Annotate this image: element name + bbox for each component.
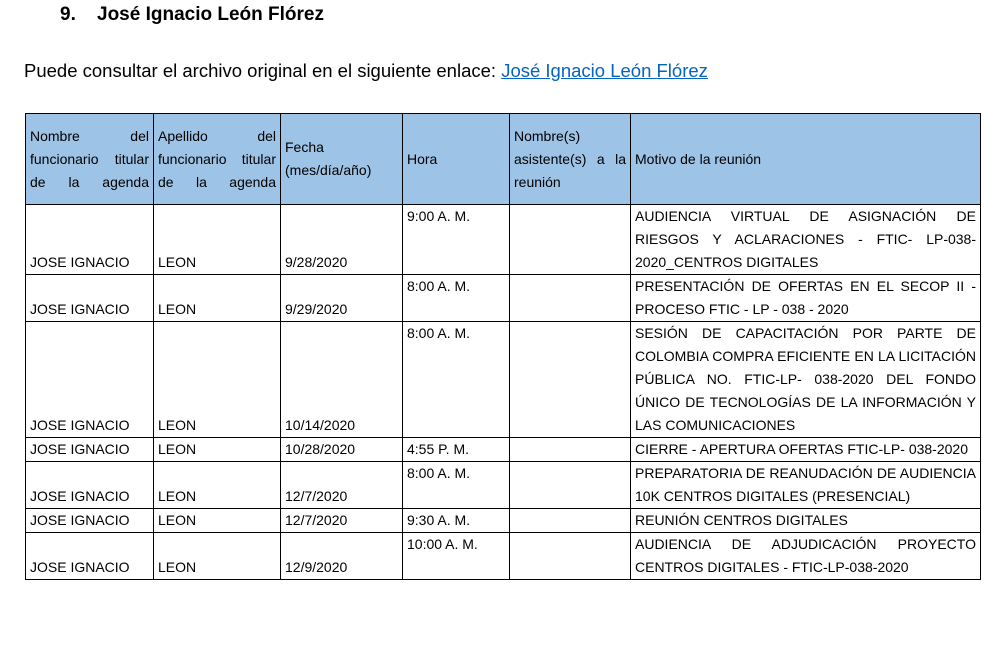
cell-fecha: 12/7/2020 — [281, 462, 403, 509]
cell-fecha: 10/28/2020 — [281, 438, 403, 462]
cell-motivo: REUNIÓN CENTROS DIGITALES — [631, 509, 981, 533]
header-motivo: Motivo de la reunión — [631, 114, 981, 205]
cell-asistentes — [510, 205, 631, 275]
header-fecha: Fecha (mes/día/año) — [281, 114, 403, 205]
cell-hora: 4:55 P. M. — [403, 438, 510, 462]
cell-nombre: JOSE IGNACIO — [26, 462, 154, 509]
table-row — [26, 275, 981, 322]
cell-apellido: LEON — [154, 533, 281, 580]
cell-motivo: PREPARATORIA DE REANUDACIÓN DE AUDIENCIA 10K CENTROS DIGITALES (PRESENCIAL) — [631, 462, 981, 509]
section-number: 9. — [60, 4, 76, 25]
cell-motivo: AUDIENCIA DE ADJUDICACIÓN PROYECTO CENTROS DIGITALES - FTIC-LP-038-2020 — [631, 533, 981, 580]
original-file-link[interactable]: José Ignacio León Flórez — [501, 60, 708, 81]
cell-apellido: LEON — [154, 275, 281, 322]
cell-hora: 8:00 A. M. — [403, 275, 510, 322]
intro-text: Puede consultar el archivo original en el siguiente enlace: — [24, 60, 502, 81]
cell-hora: 8:00 A. M. — [403, 322, 510, 438]
header-apellido: Apellido del funcionario titular de la agenda — [154, 114, 281, 205]
cell-nombre: JOSE IGNACIO — [26, 205, 154, 275]
cell-apellido: LEON — [154, 462, 281, 509]
cell-fecha: 10/14/2020 — [281, 322, 403, 438]
section-title: José Ignacio León Flórez — [97, 4, 324, 25]
cell-nombre: JOSE IGNACIO — [26, 275, 154, 322]
header-hora: Hora — [403, 114, 510, 205]
cell-asistentes — [510, 438, 631, 462]
cell-fecha: 12/7/2020 — [281, 509, 403, 533]
cell-hora: 8:00 A. M. — [403, 462, 510, 509]
table-header-row — [26, 114, 981, 205]
intro-paragraph — [24, 60, 708, 82]
cell-hora: 10:00 A. M. — [403, 533, 510, 580]
cell-nombre: JOSE IGNACIO — [26, 509, 154, 533]
table-row — [26, 205, 981, 275]
cell-apellido: LEON — [154, 438, 281, 462]
cell-apellido: LEON — [154, 322, 281, 438]
table-row — [26, 533, 981, 580]
cell-fecha: 9/28/2020 — [281, 205, 403, 275]
cell-nombre: JOSE IGNACIO — [26, 322, 154, 438]
cell-motivo: CIERRE - APERTURA OFERTAS FTIC-LP- 038-2020 — [631, 438, 981, 462]
cell-nombre: JOSE IGNACIO — [26, 438, 154, 462]
agenda-table — [25, 113, 981, 580]
table-row — [26, 438, 981, 462]
cell-asistentes — [510, 509, 631, 533]
cell-apellido: LEON — [154, 205, 281, 275]
cell-asistentes — [510, 322, 631, 438]
cell-motivo: PRESENTACIÓN DE OFERTAS EN EL SECOP II - PROCESO FTIC - LP - 038 - 2020 — [631, 275, 981, 322]
cell-motivo: SESIÓN DE CAPACITACIÓN POR PARTE DE COLOMBIA COMPRA EFICIENTE EN LA LICITACIÓN PÚBLICA NO. FTIC-LP- 038-2020 DEL FONDO ÚNICO DE TECNOLOGÍAS DE LA INFORMACIÓN Y LAS COMUNICACIONES — [631, 322, 981, 438]
cell-hora: 9:30 A. M. — [403, 509, 510, 533]
cell-fecha: 9/29/2020 — [281, 275, 403, 322]
header-nombre: Nombre del funcionario titular de la agenda — [26, 114, 154, 205]
table-row — [26, 322, 981, 438]
cell-motivo: AUDIENCIA VIRTUAL DE ASIGNACIÓN DE RIESGOS Y ACLARACIONES - FTIC- LP-038-2020_CENTROS DIGITALES — [631, 205, 981, 275]
cell-apellido: LEON — [154, 509, 281, 533]
cell-hora: 9:00 A. M. — [403, 205, 510, 275]
header-asistentes: Nombre(s) asistente(s) a la reunión — [510, 114, 631, 205]
table-row — [26, 509, 981, 533]
table-row — [26, 462, 981, 509]
section-heading — [60, 4, 324, 26]
cell-asistentes — [510, 533, 631, 580]
cell-nombre: JOSE IGNACIO — [26, 533, 154, 580]
cell-fecha: 12/9/2020 — [281, 533, 403, 580]
cell-asistentes — [510, 462, 631, 509]
cell-asistentes — [510, 275, 631, 322]
